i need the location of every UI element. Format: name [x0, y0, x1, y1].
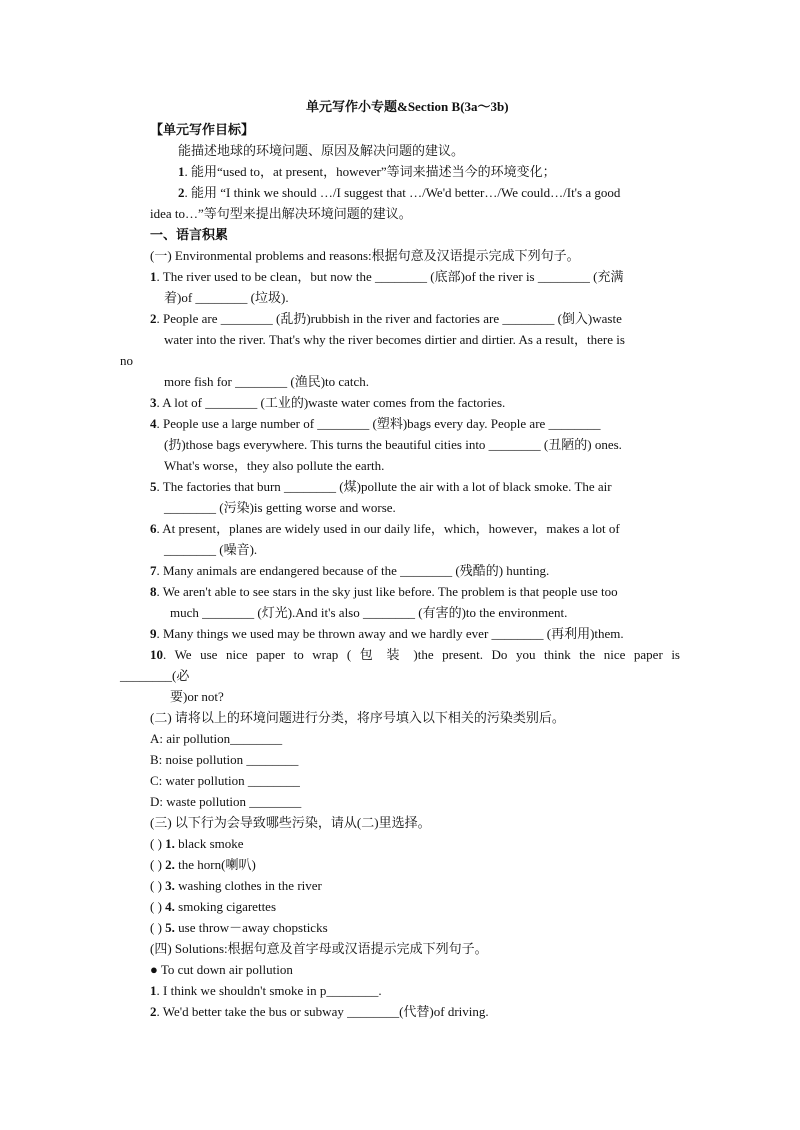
part2-heading: (二) 请将以上的环境问题进行分类，将序号填入以下相关的污染类别后。	[150, 710, 565, 725]
sentence-3-line-1	[150, 394, 505, 412]
category-d: D: waste pollution ________	[150, 794, 302, 809]
sentence-7-number: 7	[150, 563, 157, 578]
sentence-2-number: 2	[150, 311, 157, 326]
category-b: B: noise pollution ________	[150, 752, 299, 767]
answer-bracket-2: ( )	[150, 857, 166, 872]
behavior-number-4: 4.	[165, 899, 175, 914]
sentence-10-number: 10	[150, 647, 163, 662]
behavior-text-5: use throw－away chopsticks	[174, 920, 328, 935]
behavior-item-1	[150, 835, 244, 853]
sentence-1-number: 1	[150, 269, 157, 284]
sentence-3-number: 3	[150, 395, 157, 410]
part1-heading: (一) Environmental problems and reasons:根据句意及汉语提示完成下列句子。	[150, 248, 580, 263]
behavior-item-4	[150, 898, 276, 916]
behavior-text-3: washing clothes in the river	[174, 878, 322, 893]
solution-number-1: 1	[150, 983, 157, 998]
sentence-2-text: . People are ________ (乱扔)rubbish in the river and factories are ________ (倒入)waste	[156, 311, 622, 326]
sentence-10-line-2: ________(必	[120, 668, 190, 683]
sentence-10-text: . We use nice paper to wrap ( 包 装 )the present. Do you think the nice paper is	[163, 647, 680, 662]
goal-item-2	[178, 184, 620, 202]
section-heading-1: 一、语言积累	[150, 227, 229, 242]
part3-heading: (三) 以下行为会导致哪些污染，请从(二)里选择。	[150, 815, 431, 830]
sentence-7-text: . Many animals are endangered because of the ________ (残酷的) hunting.	[156, 563, 550, 578]
answer-bracket-4: ( )	[150, 899, 166, 914]
sentence-1-text: . The river used to be clean，but now the ________ (底部)of the river is ________ (充满	[156, 269, 624, 284]
answer-bracket-3: ( )	[150, 878, 166, 893]
sentence-1-line-2: 着)of ________ (垃圾).	[164, 290, 289, 305]
answer-bracket-1: ( )	[150, 836, 166, 851]
sentence-5-text: . The factories that burn ________ (煤)pollute the air with a lot of black smoke. The air	[156, 479, 612, 494]
sentence-10-line-1	[150, 646, 680, 664]
solution-text-1: . I think we shouldn't smoke in p________.	[156, 983, 382, 998]
goal-text-2-cont: idea to…”等句型来提出解决环境问题的建议。	[150, 206, 412, 221]
behavior-number-2: 2.	[165, 857, 175, 872]
sentence-2-line-2: water into the river. That's why the river becomes dirtier and dirtier. As a result，there is	[164, 332, 625, 347]
subheading-air-pollution: ● To cut down air pollution	[150, 962, 293, 977]
behavior-item-5	[150, 919, 328, 937]
goal-text-1: . 能用“used to，at present，however”等词来描述当今的环境变化；	[184, 164, 556, 179]
behavior-number-5: 5.	[165, 920, 175, 935]
solution-text-2: . We'd better take the bus or subway ________(代替)of driving.	[156, 1004, 489, 1019]
sentence-8-number: 8	[150, 584, 157, 599]
goal-num-1: 1	[178, 164, 185, 179]
sentence-2-line-1	[150, 310, 622, 328]
sentence-8-text: . We aren't able to see stars in the sky just like before. The problem is that people use too	[156, 584, 618, 599]
sentence-6-number: 6	[150, 521, 157, 536]
sentence-4-number: 4	[150, 416, 157, 431]
goal-item-1	[178, 163, 556, 181]
sentence-2-line-4: more fish for ________ (渔民)to catch.	[164, 374, 370, 389]
behavior-number-1: 1.	[165, 836, 175, 851]
sentence-5-line-1	[150, 478, 612, 496]
sentence-9-number: 9	[150, 626, 157, 641]
part4-heading: (四) Solutions:根据句意及首字母或汉语提示完成下列句子。	[150, 941, 488, 956]
solution-number-2: 2	[150, 1004, 157, 1019]
solution-sentence-1	[150, 982, 382, 1000]
sentence-9-text: . Many things we used may be thrown away and we hardly ever ________ (再利用)them.	[156, 626, 624, 641]
goal-text-2: . 能用 “I think we should …/I suggest that …/We'd better…/We could…/It's a good	[184, 185, 621, 200]
category-c: C: water pollution ________	[150, 773, 300, 788]
sentence-8-line-1	[150, 583, 618, 601]
sentence-6-line-1	[150, 520, 620, 538]
behavior-text-2: the horn(喇叭)	[174, 857, 256, 872]
behavior-text-1: black smoke	[174, 836, 244, 851]
category-a: A: air pollution________	[150, 731, 283, 746]
sentence-4-line-2: (扔)those bags everywhere. This turns the beautiful cities into ________ (丑陋的) ones.	[164, 437, 622, 452]
sentence-6-line-2: ________ (噪音).	[164, 542, 258, 557]
sentence-10-line-3: 要)or not?	[170, 689, 224, 704]
behavior-text-4: smoking cigarettes	[174, 899, 277, 914]
behavior-item-3	[150, 877, 322, 895]
solution-sentence-2	[150, 1003, 489, 1021]
goal-num-2: 2	[178, 185, 185, 200]
sentence-7-line-1	[150, 562, 549, 580]
goal-heading: 【单元写作目标】	[150, 122, 255, 137]
sentence-2-line-3: no	[120, 353, 133, 368]
goal-intro: 能描述地球的环境问题、原因及解决问题的建议。	[178, 143, 465, 158]
sentence-8-line-2: much ________ (灯光).And it's also ________ (有害的)to the environment.	[170, 605, 568, 620]
sentence-6-text: . At present，planes are widely used in our daily life，which，however，makes a lot of	[156, 521, 620, 536]
sentence-3-text: . A lot of ________ (工业的)waste water comes from the factories.	[156, 395, 506, 410]
sentence-1-line-1	[150, 268, 623, 286]
sentence-5-number: 5	[150, 479, 157, 494]
sentence-4-line-1	[150, 415, 601, 433]
sentence-4-text: . People use a large number of ________ (塑料)bags every day. People are ________	[156, 416, 601, 431]
sentence-9-line-1	[150, 625, 624, 643]
page-title: 单元写作小专题&Section B(3a～3b)	[306, 99, 509, 114]
behavior-item-2	[150, 856, 256, 874]
sentence-4-line-3: What's worse，they also pollute the earth.	[164, 458, 385, 473]
behavior-number-3: 3.	[165, 878, 175, 893]
answer-bracket-5: ( )	[150, 920, 166, 935]
sentence-5-line-2: ________ (污染)is getting worse and worse.	[164, 500, 396, 515]
